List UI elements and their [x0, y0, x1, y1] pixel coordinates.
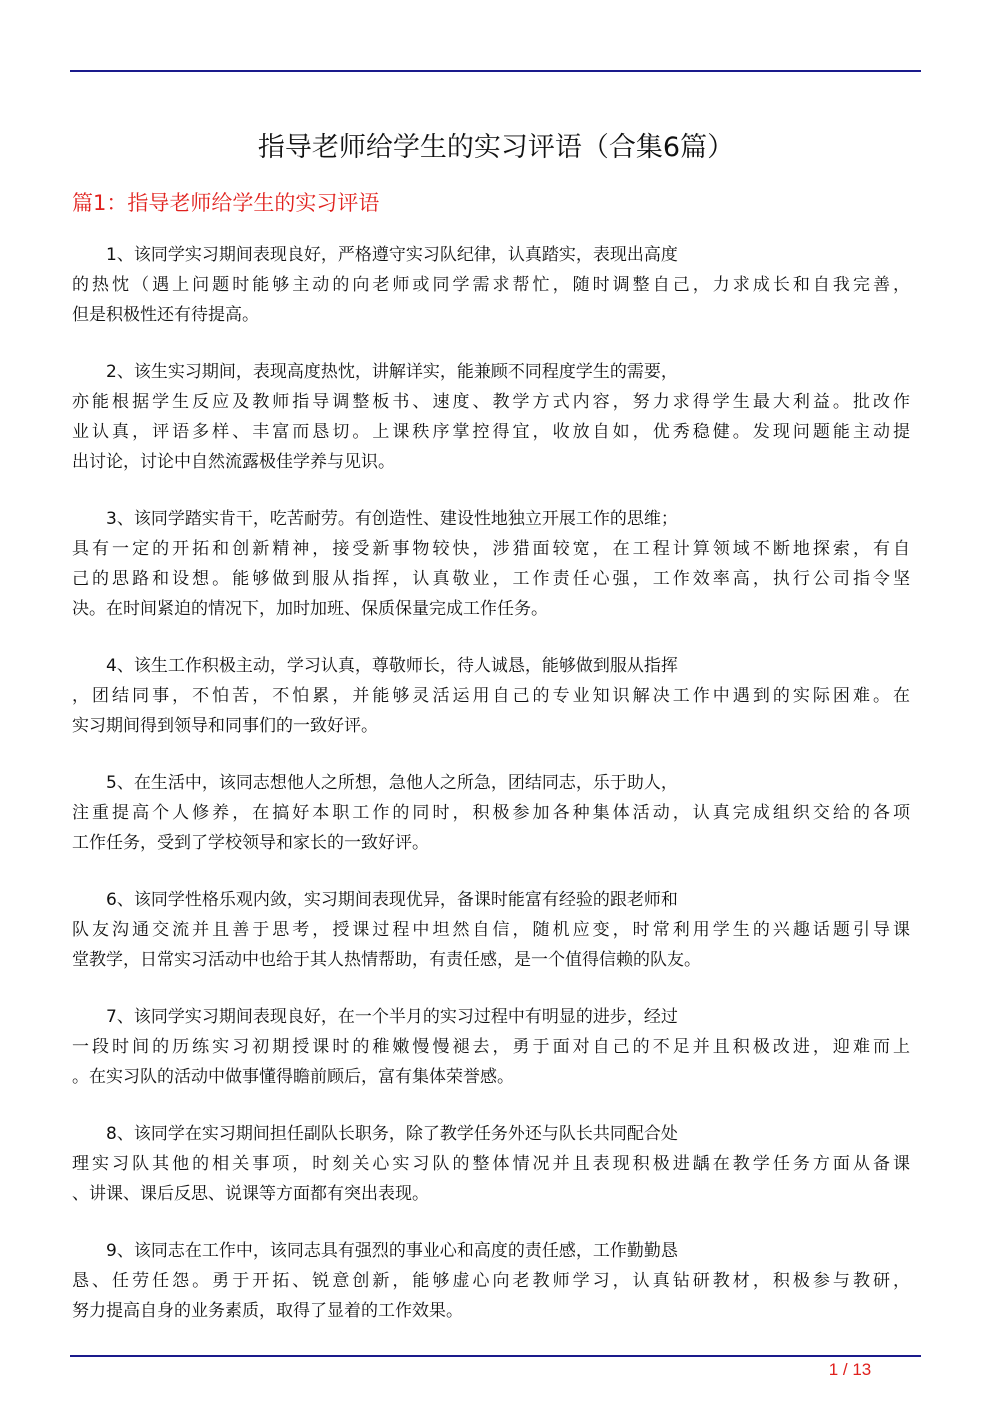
paragraph-line: 具有一定的开拓和创新精神，接受新事物较快，涉猎面较宽，在工程计算领域不断地探索，有自 [72, 539, 910, 559]
paragraph-line: 决。在时间紧迫的情况下，加时加班、保质保量完成工作任务。 [72, 599, 548, 619]
paragraph [72, 768, 910, 858]
paragraph-first-line: 3、该同学踏实肯干，吃苦耐劳。有创造性、建设性地独立开展工作的思维； [106, 509, 678, 529]
paragraph-line: 实习期间得到领导和同事们的一致好评。 [72, 716, 378, 736]
paragraph-line: 工作任务，受到了学校领导和家长的一致好评。 [72, 833, 429, 853]
footer-rule [70, 1355, 921, 1357]
paragraph-first-line: 2、该生实习期间，表现高度热忱，讲解详实，能兼顾不同程度学生的需要， [106, 362, 678, 382]
paragraph-line: 己的思路和设想。能够做到服从指挥，认真敬业，工作责任心强，工作效率高，执行公司指令坚 [72, 569, 910, 589]
paragraph-line: 、讲课、课后反思、说课等方面都有突出表现。 [72, 1184, 429, 1204]
paragraph-line: 堂教学，日常实习活动中也给于其人热情帮助，有责任感，是一个值得信赖的队友。 [72, 950, 701, 970]
page-number: 1 / 13 [828, 1360, 872, 1379]
section-heading: 篇1：指导老师给学生的实习评语 [72, 191, 380, 215]
paragraph [72, 1236, 910, 1326]
paragraph-line: 注重提高个人修养，在搞好本职工作的同时，积极参加各种集体活动，认真完成组织交给的各项 [72, 803, 910, 823]
paragraph [72, 651, 910, 741]
paragraph-first-line: 6、该同学性格乐观内敛，实习期间表现优异，备课时能富有经验的跟老师和 [106, 890, 678, 910]
header-rule [70, 70, 921, 72]
paragraph-line: 一段时间的历练实习初期授课时的稚嫩慢慢褪去，勇于面对自己的不足并且积极改进，迎难而上 [72, 1037, 910, 1057]
paragraph-line: 。在实习队的活动中做事懂得瞻前顾后，富有集体荣誉感。 [72, 1067, 514, 1087]
document-body [72, 240, 910, 1353]
paragraph-first-line: 8、该同学在实习期间担任副队长职务，除了教学任务外还与队长共同配合处 [106, 1124, 678, 1144]
paragraph-line: 队友沟通交流并且善于思考，授课过程中坦然自信，随机应变，时常利用学生的兴趣话题引导课 [72, 920, 910, 940]
paragraph [72, 504, 910, 624]
paragraph-line: 努力提高自身的业务素质，取得了显着的工作效果。 [72, 1301, 463, 1321]
paragraph-first-line: 7、该同学实习期间表现良好，在一个半月的实习过程中有明显的进步，经过 [106, 1007, 678, 1027]
paragraph [72, 885, 910, 975]
paragraph-line: 理实习队其他的相关事项，时刻关心实习队的整体情况并且表现积极进龋在教学任务方面从备课 [72, 1154, 910, 1174]
paragraph-line: 的热忱（遇上问题时能够主动的向老师或同学需求帮忙，随时调整自己，力求成长和自我完善， [72, 275, 910, 295]
paragraph-first-line: 9、该同志在工作中，该同志具有强烈的事业心和高度的责任感，工作勤勤恳 [106, 1241, 678, 1261]
paragraph-line: 出讨论，讨论中自然流露极佳学养与见识。 [72, 452, 395, 472]
document-title: 指导老师给学生的实习评语（合集6篇） [257, 132, 735, 163]
paragraph-line: ，团结同事，不怕苦，不怕累，并能够灵活运用自己的专业知识解决工作中遇到的实际困难。在 [72, 686, 910, 706]
paragraph-line: 但是积极性还有待提高。 [72, 305, 259, 325]
paragraph [72, 357, 910, 477]
paragraph [72, 1119, 910, 1209]
paragraph-line: 亦能根据学生反应及教师指导调整板书、速度、教学方式内容，努力求得学生最大利益。批改作 [72, 392, 910, 412]
paragraph [72, 240, 910, 330]
paragraph-first-line: 5、在生活中，该同志想他人之所想，急他人之所急，团结同志，乐于助人， [106, 773, 678, 793]
paragraph-first-line: 4、该生工作积极主动，学习认真，尊敬师长，待人诚恳，能够做到服从指挥 [106, 656, 678, 676]
paragraph-line: 恳、任劳任怨。勇于开拓、锐意创新，能够虚心向老教师学习，认真钻研教材，积极参与教研， [72, 1271, 910, 1291]
paragraph-line: 业认真，评语多样、丰富而恳切。上课秩序掌控得宜，收放自如，优秀稳健。发现问题能主动提 [72, 422, 910, 442]
paragraph [72, 1002, 910, 1092]
paragraph-first-line: 1、该同学实习期间表现良好，严格遵守实习队纪律，认真踏实，表现出高度 [106, 245, 678, 265]
